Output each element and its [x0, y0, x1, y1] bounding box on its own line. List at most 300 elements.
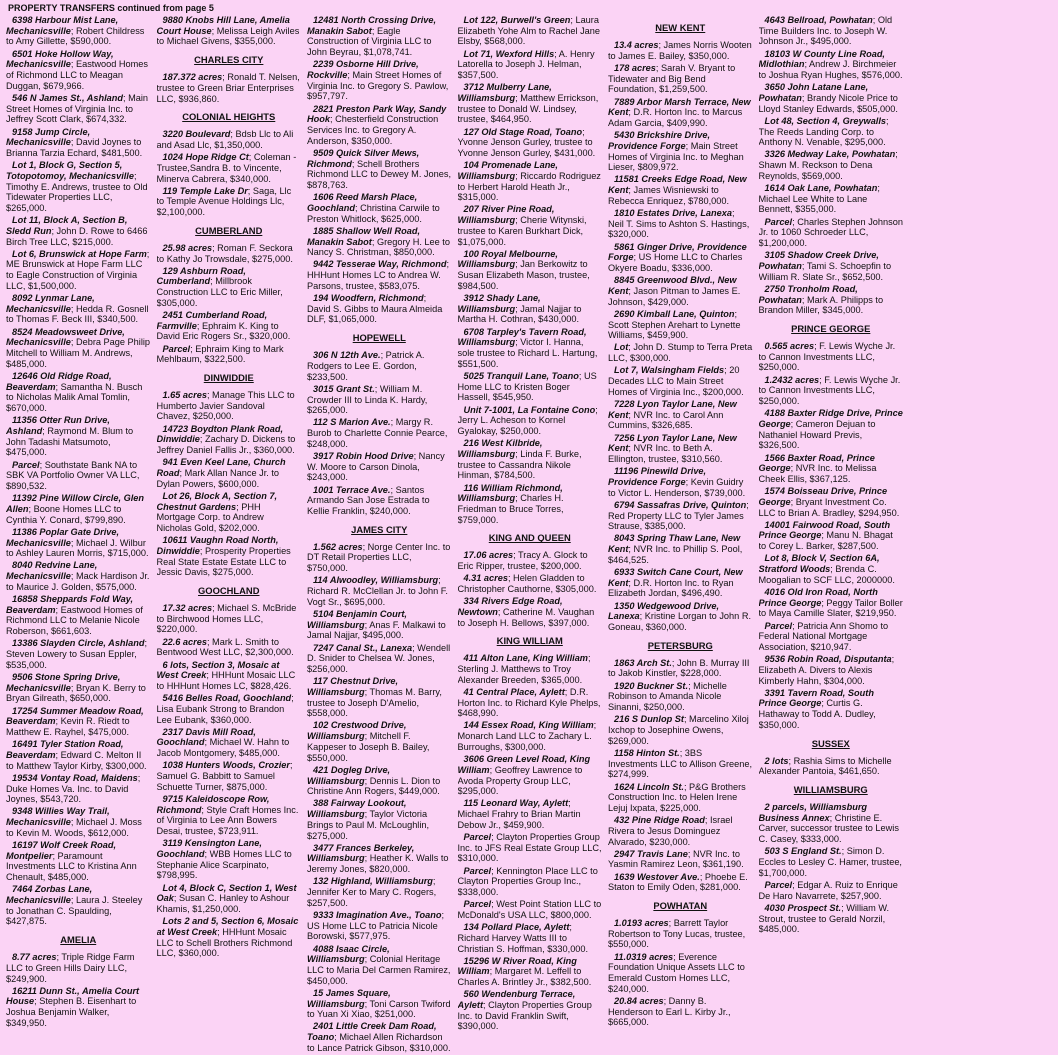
transfer-details: ; William M. Crowder III to Linda K. Hardy, $265,000. — [307, 383, 428, 416]
transfer-details: ; Steven Lowery to Susan Eppler, $535,000. — [6, 638, 147, 670]
property-address: 9158 Jump Circle, Mechanicsville — [6, 126, 91, 148]
property-address: 1614 Oak Lane, Powhatan — [764, 183, 878, 194]
transfer-entry — [307, 988, 452, 1020]
transfer-entry — [6, 672, 151, 704]
property-address: Lot 48, Section 4, Greywalls — [764, 115, 887, 126]
transfer-details: ; Norge Center Inc. to DT Retail Properties LLC, $750,000. — [307, 541, 451, 574]
transfer-entry — [458, 899, 603, 920]
transfer-entry — [608, 918, 753, 950]
property-address: 115 Leonard Way, Aylett — [463, 798, 569, 809]
transfer-entry — [157, 760, 302, 792]
property-address: 178 acres — [614, 62, 656, 73]
property-address: 3105 Shadow Creek Drive, Powhatan — [758, 250, 879, 271]
transfer-details: ; Danny B. Henderson to Earl L. Kirby Jr., $665,000. — [608, 995, 731, 1028]
transfer-entry — [458, 573, 603, 594]
property-address: 8845 Greenwood Blvd., New Kent — [608, 275, 737, 296]
property-address: 7247 Canal St., Lanexa — [313, 642, 413, 653]
transfer-entry — [157, 794, 302, 837]
transfer-details: ; Jamal Najjar to Martha H. Cothran, $430,000. — [457, 303, 582, 325]
property-address: 11392 Pine Willow Circle, Glen Allen — [6, 493, 144, 514]
transfer-details: ; Tami S. Schoepfin to William R. Slate Sr., $652,500. — [758, 260, 892, 282]
transfer-details: ; PHH Mortgage Corp. to Andrew Nicholas Gold, $202,000. — [156, 501, 264, 534]
transfer-details: ; Cherie Witynski, trustee to Karen Burkhart Dick, $1,075,000. — [457, 215, 587, 247]
transfer-entry — [157, 152, 302, 184]
transfer-entry — [6, 160, 151, 214]
transfer-entry — [458, 405, 603, 437]
transfer-entry — [157, 693, 302, 725]
transfer-details: ; Melissa Leigh Aviles to Michael Givens, $355,000. — [156, 25, 300, 47]
transfer-details: ; Richard R. McClellan Jr. to John F. Vogt Sr., $695,000. — [307, 575, 448, 607]
property-address: Parcel — [764, 620, 793, 631]
property-address: 7228 Lyon Taylor Lane, New Kent — [608, 399, 737, 420]
transfer-entry — [157, 916, 302, 959]
transfer-entry — [608, 782, 753, 814]
transfer-entry — [307, 293, 452, 325]
transfer-entry — [6, 249, 151, 292]
transfer-details: ; Laura Elizabeth Yohe Alm to Rachel Jane Elsby, $568,000. — [457, 15, 601, 47]
property-address: 9506 Stone Spring Drive, Mechanicsville — [6, 671, 121, 693]
section-heading: GOOCHLAND — [198, 585, 260, 597]
transfer-details: ; James Wisniewski to Rebecca Enriquez, $780,000. — [608, 185, 730, 206]
transfer-details: ; Southstate Bank NA to SBK VA Portfolio Owner VA LLC, $890,532. — [6, 459, 140, 492]
transfer-entry — [608, 63, 753, 95]
transfer-entry — [458, 327, 603, 370]
section-heading: HOPEWELL — [352, 332, 406, 344]
transfer-entry — [157, 129, 302, 150]
transfer-entry — [458, 596, 603, 628]
transfer-details: ; Main Street Homes of Virginia Inc. to Gregory S. Pawlow, $957,797. — [307, 70, 449, 102]
property-address: 2821 Preston Park Way, Sandy Hook — [307, 103, 447, 125]
transfer-entry — [157, 424, 302, 456]
property-address: 9880 Knobs Hill Lane, Amelia Court House — [156, 15, 290, 36]
property-address: 2 lots — [764, 755, 789, 766]
property-address: 129 Ashburn Road, Cumberland — [156, 265, 246, 287]
transfer-details: ; Linda F. Burke, trustee to Cassandra Nikole Hinman, $784,500. — [457, 448, 582, 481]
property-address: 3015 Grant St. — [313, 383, 375, 394]
transfer-details: ; Michael S. McBride to Birchwood Homes LLC, $220,000. — [156, 603, 297, 635]
transfer-details: ; Michael W. Hahn to Jacob Montgomery, $485,000. — [156, 737, 290, 759]
property-address: 2 parcels, Williamsburg Business Annex — [758, 802, 868, 823]
property-address: 16858 Sheppards Fold Way, Beaverdam — [6, 594, 134, 615]
property-address: 8.77 acres — [12, 952, 57, 963]
transfer-entry — [759, 654, 904, 686]
property-address: 112 S Marion Ave. — [313, 417, 391, 428]
transfer-entry — [759, 217, 904, 249]
transfer-entry — [458, 989, 603, 1032]
transfer-entry — [759, 341, 904, 373]
property-address: 2947 Travis Lane — [614, 848, 688, 859]
property-address: 9509 Quick Silver Mews, Richmond — [307, 147, 420, 169]
property-address: 12481 North Crossing Drive, Manakin Sabot — [307, 15, 437, 36]
transfer-entry — [608, 208, 753, 240]
property-address: 16211 Dunn St., Amelia Court House — [6, 985, 140, 1007]
transfer-details: ; Mitchell F. Kappeser to Joseph B. Bailey, $550,000. — [307, 731, 430, 763]
transfer-details: ; Christine E. Carver, successor trustee to Lewis C. Casey, $333,000. — [758, 812, 899, 845]
transfer-entry — [759, 903, 904, 935]
property-address: 1.0193 acres — [614, 918, 669, 929]
property-address: 2750 Tronholm Road, Powhatan — [758, 283, 858, 305]
transfer-entry — [157, 883, 302, 915]
transfer-details: ; Mark Allan Nance Jr. to Dylan Powers, $600,000. — [156, 468, 280, 489]
transfer-details: ; Mack Hardison Jr. to Maurice J. Golden, $575,000. — [6, 571, 150, 592]
transfer-details: ; Susan C. Hanley to Ashour Khamis, $1,250,000. — [156, 893, 290, 915]
transfer-entry — [157, 660, 302, 692]
property-address: 7889 Arbor Marsh Terrace, New Kent — [608, 96, 751, 118]
property-address: 2690 Kimball Lane, Quinton — [614, 308, 735, 319]
property-address: 1574 Boisseau Drive, Prince George — [758, 486, 888, 507]
property-address: 2401 Little Creek Dam Road, Toano — [307, 1021, 437, 1043]
transfer-entry — [307, 676, 452, 719]
property-address: 194 Woodfern, Richmond — [313, 293, 424, 304]
transfer-details: ; Boone Homes LLC to Cynthia Y. Conard, $799,890. — [6, 503, 126, 525]
property-address: 13.4 acres — [614, 40, 659, 50]
transfer-entry — [458, 798, 603, 830]
transfer-entry — [608, 174, 753, 206]
property-address: 0.565 acres — [764, 340, 815, 351]
transfer-entry — [157, 838, 302, 881]
transfer-details: ; Scott Stephen Arehart to Lynette Williams, $459,900. — [608, 308, 741, 341]
property-address: 1038 Hunters Woods, Crozier — [162, 760, 290, 771]
transfer-details: ; John D. Stump to Terra Preta LLC, $300,000. — [608, 342, 753, 364]
transfer-details: ; Debra Page Philip Mitchell to William M. Andrews, $485,000. — [6, 337, 151, 369]
property-address: 13386 Slayden Circle, Ashland — [12, 638, 145, 649]
transfer-entry — [759, 82, 904, 114]
transfer-entry — [759, 621, 904, 653]
transfer-entry — [759, 453, 904, 485]
transfer-details: ; Ephraim King to Mark Mehlbaum, $322,500. — [156, 343, 284, 365]
property-address: 6398 Harbour Mist Lane, Mechanicsville — [6, 15, 119, 36]
property-address: 4016 Old Iron Road, North Prince George — [758, 586, 878, 608]
transfer-details: ; Prosperity Properties Real State Estate Estate LLC to Jessic Davis, $275,000. — [156, 545, 291, 578]
transfer-details: ; HHHunt Mosaic LLC to HHHunt Homes LC, $828,426. — [156, 670, 296, 691]
transfer-details: ; Coleman -Trustee,Sandra B. to Vincente, Minerva Cabrera, $340,000. — [156, 152, 297, 184]
transfer-details: ; Simon D. Eccles to Lesley C. Hamer, trustee, $1,700,000. — [758, 846, 902, 878]
transfer-entry — [157, 186, 302, 218]
property-address: 1566 Baxter Road, Prince George — [758, 452, 875, 474]
property-address: 20.84 acres — [614, 995, 664, 1006]
transfer-details: ; US Home LLC to Patricia Nicole Borowski, $577,975. — [307, 909, 445, 942]
transfer-details: ; Raymond M. Blum to John Tadashi Matsumoto, $475,000. — [6, 426, 134, 458]
transfer-details: ; Samuel G. Babbitt to Samuel Schuette Turner, $875,000. — [156, 760, 293, 792]
transfer-details: ; James Norris Wooten to James E. Bailey, $350,000. — [608, 40, 752, 61]
transfer-entry — [608, 849, 753, 870]
column-6 — [759, 15, 904, 936]
property-address: 4030 Prospect St. — [764, 902, 842, 913]
property-address: 14001 Fairwood Road, South Prince George — [758, 519, 891, 541]
property-address: 9348 Willies Way Trail, Mechanicsville — [6, 806, 110, 828]
property-address: 3712 Mulberry Lane, Williamsburg — [457, 82, 552, 103]
property-address: 216 S Dunlop St — [614, 714, 684, 725]
property-address: 11386 Poplar Gate Drive, Mechanicsville — [6, 526, 120, 548]
transfer-details: ; Margaret M. Leffell to Charles A. Brintley Jr., $382,500. — [457, 966, 592, 988]
transfer-entry — [157, 637, 302, 658]
property-address: Unit 7-1001, La Fontaine Cono — [463, 404, 596, 415]
transfer-details: ; Edward C. Melton II to Matthew Taylor Kirby, $300,000. — [6, 749, 147, 771]
property-address: 1.65 acres — [162, 390, 207, 401]
transfer-details: ; Kristine Lorgan to John R. Goneau, $360,000. — [608, 611, 752, 633]
property-address: 306 N 12th Ave. — [313, 350, 381, 361]
transfer-details: ; Eastwood Homes of Richmond LLC to Melanie Nicole Roberson, $661,603. — [6, 604, 143, 637]
transfer-details: ; Shawn M. Reckson to Dena Reynolds, $569,000. — [758, 149, 898, 181]
transfer-entry — [307, 643, 452, 675]
transfer-entry — [608, 658, 753, 679]
transfer-entry — [307, 148, 452, 191]
property-address: 25.98 acres — [162, 242, 213, 253]
transfer-entry — [759, 250, 904, 282]
column-1 — [6, 15, 151, 1030]
page-header: PROPERTY TRANSFERS continued from page 5 — [8, 3, 214, 13]
transfer-entry — [307, 192, 452, 224]
transfer-entry — [157, 266, 302, 309]
transfer-details: ; Cameron Dejuan to Nathaniel Howard Previs, $326,500. — [758, 418, 876, 451]
property-address: 2239 Osborne Hill Drive, Rockville — [307, 59, 419, 81]
transfer-entry — [608, 533, 753, 565]
property-address: Lot 122, Burwell's Green — [463, 15, 571, 25]
property-address: 5025 Tranquil Lane, Toano — [463, 371, 579, 381]
transfer-details: ; Ephraim K. King to David Eric Rogers Sr., $320,000. — [156, 320, 291, 342]
transfer-details: ; NVR Inc. to Beth A. Ellington, trustee, $310,560. — [608, 443, 723, 465]
transfer-details: ; Triple Ridge Farm LLC to Green Hills Dairy LLC, $249,900. — [6, 952, 135, 984]
transfer-details: ; Charles H. Friedman to Bruce Torres, $759,000. — [457, 493, 564, 525]
transfer-entry — [6, 594, 151, 637]
transfer-details: ; Lisa Eubank Strong to Brandon Lee Eubank, $360,000. — [156, 693, 294, 725]
transfer-details: ; Style Craft Homes Inc. of Virginia to Lee Ann Bowers Desai, trustee, $723,911. — [156, 804, 299, 837]
property-address: 3477 Frances Berkeley, Williamsburg — [307, 842, 415, 864]
transfer-entry — [6, 884, 151, 927]
transfer-entry — [307, 843, 452, 875]
transfer-entry — [759, 553, 904, 585]
property-address: 1158 Hinton St. — [614, 747, 680, 758]
section-heading: PETERSBURG — [647, 639, 713, 651]
transfer-entry — [157, 603, 302, 635]
transfer-entry — [759, 846, 904, 878]
transfer-details: ; Charles Stephen Johnson Jr. to 1060 Schroeder LLC, $1,200,000. — [758, 216, 903, 249]
transfer-entry — [759, 880, 904, 901]
transfer-details: ; Manu N. Bhagat to Corey L. Barker, $287,500. — [758, 530, 893, 552]
transfer-details: ; Helen Gladden to Christopher Cauthorne, $305,000. — [457, 573, 597, 594]
property-address: 3912 Shady Lane, Williamsburg — [457, 293, 541, 314]
transfer-details: ; Bdsb Llc to Ali and Asad Llc, $1,350,000. — [156, 129, 294, 150]
transfer-details: ; Richard Harvey Watts III to Christian S. Hoffman, $330,000. — [457, 922, 589, 954]
transfer-details: ; Margy R. Burob to Charlette Connie Pearce, $248,000. — [307, 417, 448, 449]
property-address: 4088 Isaac Circle, Williamsburg — [307, 943, 390, 965]
section-heading: JAMES CITY — [351, 523, 408, 535]
transfer-details: ; US Home LLC to Charles Okyere Boadu, $336,000. — [608, 252, 743, 274]
transfer-details: ; Catherine M. Vaughan to Joseph H. Bellows, $397,000. — [457, 606, 595, 628]
section-heading: PRINCE GEORGE — [791, 322, 871, 334]
transfer-details: ; Santos Armando San Jose Estrada to Kellie Franklin, $240,000. — [307, 484, 430, 517]
property-address: 114 Alwoodley, Williamsburg — [313, 575, 439, 586]
transfer-details: ; Ronald T. Nelsen, trustee to Green Briar Enterprises LLC, $936,860. — [156, 72, 300, 104]
property-address: 119 Temple Lake Dr — [162, 185, 248, 196]
transfer-details: ; Peggy Tailor Boller to Maya Camille Slater, $219,950. — [758, 597, 903, 619]
transfer-entry — [6, 638, 151, 670]
property-address: Lot 8, Block V, Section 6A, Stratford Woods — [758, 553, 880, 575]
property-address: 19534 Vontay Road, Maidens — [12, 772, 138, 783]
transfer-entry — [759, 520, 904, 552]
transfer-details: ; Clayton Properties Group Inc. to JFS Real Estate Group LLC, $310,000. — [457, 832, 602, 864]
transfer-details: ; Michael J. Moss to Kevin M. Woods, $612,000. — [6, 817, 142, 838]
transfer-entry — [307, 575, 452, 607]
transfer-entry — [307, 417, 452, 449]
transfer-details: ; NVR Inc. to Carol Ann Cummins, $326,685. — [608, 409, 724, 431]
property-address: 15296 W River Road, King William — [457, 955, 577, 977]
section-heading: NEW KENT — [655, 22, 706, 33]
transfer-entry — [307, 542, 452, 574]
transfer-details: ; Tracy A. Glock to Eric Ripper, trustee, $200,000. — [457, 550, 588, 572]
property-address: Lot — [614, 342, 629, 353]
transfer-details: ; Phoebe E. Staton to Emily Oden, $281,000. — [608, 871, 748, 893]
property-address: Lot 6, Brunswick at Hope Farm — [12, 248, 147, 259]
transfer-details: ; Old Time Builders Inc. to Joseph W. Johnson Jr., $495,000. — [758, 15, 893, 47]
property-address: 3220 Boulevard — [162, 129, 231, 140]
transfer-entry — [157, 15, 302, 47]
property-address: 100 Royal Melbourne, Williamsburg — [457, 248, 558, 270]
transfer-entry — [608, 681, 753, 713]
transfer-details: ; Kevin Guidry to Victor L. Henderson, $739,000. — [608, 476, 746, 498]
property-address: 216 West Kilbride, Williamsburg — [457, 438, 543, 459]
property-address: 8043 Spring Thaw Lane, New Kent — [608, 533, 741, 555]
listing-columns — [6, 15, 1052, 1055]
transfer-entry — [608, 97, 753, 129]
property-address: 3391 Tavern Road, South Prince George — [758, 687, 874, 709]
property-address: 1920 Buckner St. — [614, 680, 689, 691]
transfer-details: ; Stephen B. Eisenhart to Joshua Benjamin Walker, $349,950. — [6, 996, 137, 1028]
property-address: Lot 11, Block A, Section B, Sledd Run — [6, 215, 128, 236]
transfer-entry — [608, 242, 753, 274]
property-address: 1606 Reed Marsh Place, Goochland — [307, 192, 418, 213]
property-address: Lot 26, Block A, Section 7, Chestnut Gardens — [156, 490, 278, 512]
transfer-entry — [759, 587, 904, 619]
section-heading: DINWIDDIE — [203, 372, 254, 384]
property-address: Parcel — [162, 343, 191, 354]
transfer-details: ; Anas F. Malkawi to Jamal Najjar, $495,000. — [307, 619, 446, 641]
transfer-entry — [6, 706, 151, 738]
property-address: Lot 4, Block C, Section 1, West Oak — [156, 882, 297, 904]
transfer-entry — [307, 910, 452, 942]
transfer-details: ; Saga, Llc to Temple Avenue Holdings Llc, $2,100,000. — [156, 185, 292, 218]
transfer-entry — [608, 342, 753, 363]
property-address: 1885 Shallow Well Road, Manakin Sabot — [307, 225, 421, 247]
transfer-entry — [6, 215, 151, 247]
property-address: 9333 Imagination Ave., Toano — [313, 909, 442, 920]
property-address: Parcel — [463, 832, 492, 843]
property-address: Lot 1, Block G, Section 5, Totopotomoy, Mechanicsville — [6, 160, 134, 181]
transfer-details: ; 20 Decades LLC to Main Street Homes of Virginia Inc., $200,000. — [608, 365, 744, 397]
property-address: 503 S England St. — [764, 846, 842, 857]
transfer-entry — [608, 714, 753, 746]
property-address: 5861 Ginger Drive, Providence Forge — [608, 241, 747, 263]
transfer-entry — [458, 720, 603, 752]
transfer-entry — [307, 609, 452, 641]
transfer-entry — [157, 457, 302, 489]
property-address: 134 Pollard Place, Aylett — [463, 922, 570, 933]
section-heading: WILLIAMSBURG — [793, 784, 868, 795]
transfer-entry — [157, 344, 302, 365]
transfer-details: ; Yvonne Jenson Gurley, trustee to Yvonne Jenson Gurley, $431,000. — [457, 126, 596, 158]
transfer-entry — [6, 327, 151, 370]
transfer-details: ; Israel Rivera to Jesus Dominguez Alvarado, $230,000. — [608, 815, 733, 847]
transfer-details: ; HHHunt Homes LC to Andrea W. Parsons, trustee, $583,075. — [307, 259, 450, 291]
transfer-entry — [307, 384, 452, 416]
section-heading: CUMBERLAND — [195, 224, 263, 236]
property-address: 9442 Tesserae Way, Richmond — [313, 259, 447, 270]
transfer-details: ; Laura J. Steeley to Jonathan C. Spaulding, $427,875. — [6, 895, 143, 927]
transfer-entry — [608, 275, 753, 307]
property-address: 17254 Summer Meadow Road, Beaverdam — [6, 705, 144, 727]
property-address: 11356 Otter Run Drive, Ashland — [6, 415, 110, 437]
property-address: 9715 Kaleidoscope Row, Richmond — [156, 793, 270, 815]
transfer-details: ; Kennington Place LLC to Clayton Properties Group Inc., $338,000. — [457, 865, 598, 898]
transfer-entry — [157, 390, 302, 422]
property-address: 11.0319 acres — [614, 951, 674, 962]
property-address: Parcel — [12, 459, 40, 470]
transfer-entry — [6, 371, 151, 414]
transfer-entry — [6, 127, 151, 159]
transfer-entry — [458, 866, 603, 898]
transfer-entry — [307, 765, 452, 797]
transfer-details: ; Andrew J. Birchmeier to Joshua Ryan Hughes, $576,000. — [758, 59, 903, 81]
transfer-entry — [458, 956, 603, 988]
property-address: Parcel — [764, 879, 793, 890]
transfer-entry — [6, 293, 151, 325]
property-address: 102 Crestwood Drive, Williamsburg — [307, 720, 407, 742]
transfer-details: ; Eagle Construction of Virginia LLC to John Beyrau, $1,078,741. — [307, 25, 432, 58]
column-2 — [157, 15, 302, 961]
property-address: 421 Dogleg Drive, Williamsburg — [307, 764, 391, 786]
transfer-details: ; Mark L. Smith to Bentwood West LLC, $2,300,000. — [156, 636, 294, 658]
transfer-details: ; Patrick A. Rodgers to Lee E. Gordon, $233,500. — [307, 350, 425, 382]
transfer-details: ; P&G Brothers Construction Inc. to Helen Irene Lejuj Ixpata, $225,000. — [608, 781, 746, 813]
property-address: 3119 Kensington Lane, Goochland — [156, 838, 262, 859]
property-address: 16197 Wolf Creek Road, Montpelier — [6, 840, 116, 861]
transfer-details: ; Riccardo Rodriguez to Herbert Harold Heath Jr., $315,000. — [457, 170, 601, 203]
property-address: 3606 Green Level Road, King William — [457, 754, 591, 775]
property-address: 7464 Zorbas Lane, Mechanicsville — [6, 884, 93, 906]
transfer-entry — [759, 688, 904, 731]
transfer-details: ; 3BS Investments LLC to Allison Greene, $274,999. — [608, 747, 753, 780]
property-address: 18103 W County Line Road, Midlothian — [758, 48, 885, 70]
section-heading: AMELIA — [60, 934, 97, 946]
transfer-details: ; Schell Brothers Richmond LLC to Dewey M. Jones, $878,763. — [307, 158, 451, 191]
transfer-details: ; Michael Lee White to Lane Bennett, $355,000. — [758, 183, 880, 215]
property-address: 1001 Terrace Ave. — [313, 484, 391, 495]
transfer-entry — [307, 944, 452, 987]
property-address: 1863 Arch St. — [614, 657, 672, 668]
property-address: 2317 Davis Mill Road, Goochland — [156, 726, 256, 748]
transfer-entry — [458, 204, 603, 247]
transfer-entry — [157, 491, 302, 534]
transfer-entry — [759, 408, 904, 451]
property-address: 6794 Sassafras Drive, Quinton — [614, 499, 747, 510]
transfer-entry — [759, 375, 904, 407]
property-address: 207 River Pine Road, Williamsburg — [457, 204, 555, 226]
property-address: 117 Chestnut Drive, Williamsburg — [307, 676, 399, 697]
property-address: Lot 7, Walsingham Fields — [614, 365, 725, 376]
transfer-details: ; F. Lewis Wyche Jr. to Cannon Investments LLC, $250,000. — [758, 374, 901, 406]
transfer-details: ; Red Property LLC to Tyler James Strause, $385,000. — [608, 499, 749, 532]
transfer-details: ; Elizabeth A. Divers to Alexis Kimberly Hahn, $304,000. — [758, 654, 895, 686]
transfer-entry — [458, 653, 603, 685]
column-5 — [608, 15, 753, 1030]
transfer-details: ; Edgar A. Ruiz to Enrique De Haro Navarrete, $257,900. — [758, 879, 898, 901]
property-address: 10611 Vaughn Road North, Dinwiddie — [156, 535, 279, 556]
transfer-details: ; F. Lewis Wyche Jr. to Cannon Investments LLC, $250,000. — [758, 340, 896, 373]
transfer-details: ; Jan Berkowitz to Susan Elizabeth Mason, trustee, $984,500. — [457, 259, 590, 291]
property-address: 104 Promenade Lane, Williamsburg — [457, 160, 558, 181]
transfer-details: ; Mark A. Philipps to Brandon Miller, $345,000. — [758, 294, 884, 316]
transfer-details: ; David Joynes to Brianna Tarzia Echard, $481,500. — [6, 137, 143, 158]
